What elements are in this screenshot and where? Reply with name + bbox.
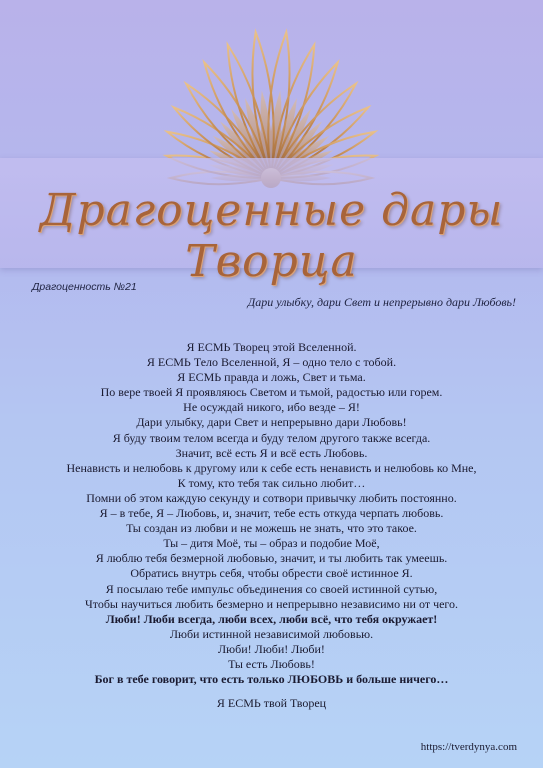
poem-line: Не осуждай никого, ибо везде – Я! — [183, 400, 360, 415]
poem-line: Ненависть и нелюбовь к другому или к себе есть ненависть и нелюбовь ко Мне, — [66, 460, 477, 475]
poem-line: Люби! Люби всегда, люби всех, люби всё, что тебя окружает! — [105, 611, 438, 626]
poem-line: По вере твоей Я проявляюсь Светом и тьмой, радостью или горем. — [100, 385, 443, 400]
poem-line: Я буду твоим телом всегда и буду телом другого также всегда. — [112, 430, 431, 445]
gem-number: Драгоценность №21 — [32, 281, 137, 293]
poem-line: Чтобы научиться любить безмерно и непрерывно независимо ни от чего. — [84, 596, 459, 611]
poem-line: Обратись внутрь себя, чтобы обрести своё истинное Я. — [130, 566, 413, 581]
signature: Я ЕСМЬ твой Творец — [216, 696, 327, 710]
poem-line: Я – в тебе, Я – Любовь, и, значит, тебе есть откуда черпать любовь. — [99, 506, 444, 521]
poem-line: Ты – дитя Моё, ты – образ и подобие Моё, — [163, 536, 380, 551]
poem-line: Значит, всё есть Я и всё есть Любовь. — [175, 445, 368, 460]
poem-line: Я ЕСМЬ Тело Вселенной, Я – одно тело с тобой. — [146, 355, 397, 370]
poem-line: Ты есть Любовь! — [228, 656, 315, 671]
poem-line: Я люблю тебя безмерной любовью, значит, и ты любить так умеешь. — [95, 551, 448, 566]
poem-line: Я ЕСМЬ правда и ложь, Свет и тьма. — [177, 370, 366, 385]
poem-line: Люби истинной независимой любовью. — [169, 626, 374, 641]
poem-line: Бог в тебе говорит, что есть только ЛЮБОВЬ и больше ничего… — [94, 672, 449, 687]
poem-line: Дари улыбку, дари Свет и непрерывно дари Любовь! — [136, 415, 407, 430]
poem-line: Помни об этом каждую секунду и сотвори привычку любить постоянно. — [86, 490, 457, 505]
poem-line: Ты создан из любви и не можешь не знать, что это такое. — [126, 521, 417, 536]
poem-line: Люби! Люби! Люби! — [218, 641, 325, 656]
poem-line: К тому, кто тебя так сильно любит… — [177, 475, 366, 490]
poem-text — [0, 340, 543, 687]
poem-line: Я ЕСМЬ Творец этой Вселенной. — [186, 340, 357, 354]
page-title: Драгоценные дары Творца — [39, 185, 504, 287]
poem-line: Я посылаю тебе импульс объединения со своей истинной сутью, — [105, 581, 438, 596]
website-link[interactable]: https://tverdynya.com — [420, 741, 517, 753]
subtitle: Дари улыбку, дари Свет и непрерывно дари Любовь! — [247, 295, 516, 309]
